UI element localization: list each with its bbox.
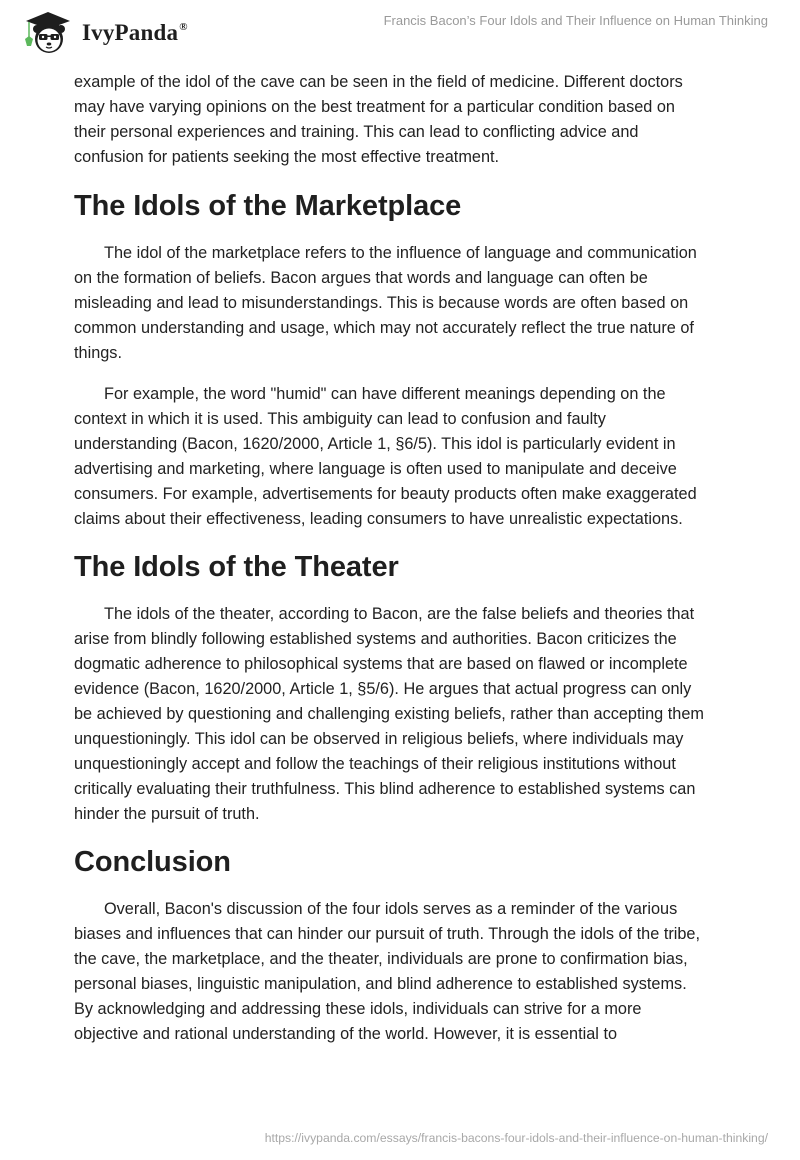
section-heading-conclusion: Conclusion — [74, 846, 231, 878]
essay-content — [74, 70, 734, 1047]
text-line: hinder the pursuit of truth. — [74, 805, 260, 823]
conclusion-paragraph — [74, 897, 734, 1047]
marketplace-paragraph-1 — [74, 241, 734, 366]
text-line: The idols of the theater, according to Bacon, are the false beliefs and theories that — [104, 605, 695, 623]
panda-graduate-icon — [18, 9, 76, 55]
text-line: personal biases, linguistic manipulation, and blind adherence to established systems. — [74, 975, 687, 993]
text-line: understanding (Bacon, 1620/2000, Article 1, §6/5). This idol is particularly evident in — [74, 435, 676, 453]
text-line: things. — [74, 344, 122, 362]
text-line: unquestioningly. This idol can be observed in religious beliefs, where individuals may — [74, 730, 684, 748]
text-line: For example, the word "humid" can have different meanings depending on the — [104, 385, 666, 403]
text-line: common understanding and usage, which may not accurately reflect the true nature of — [74, 319, 694, 337]
text-line: consumers. For example, advertisements for beauty products often make exaggerated — [74, 485, 697, 503]
text-line: unquestioningly accept and follow the teachings of their religious institutions without — [74, 755, 676, 773]
text-line: their personal experiences and training. This can lead to conflicting advice and — [74, 123, 639, 141]
section-heading-theater: The Idols of the Theater — [74, 551, 399, 583]
text-line: critically evaluating their truthfulness. This blind adherence to established systems can — [74, 780, 696, 798]
text-line: on the formation of beliefs. Bacon argues that words and language can often be — [74, 269, 648, 287]
ivypanda-logo[interactable] — [18, 9, 187, 55]
text-line: may have varying opinions on the best treatment for a particular condition based on — [74, 98, 675, 116]
text-line: advertising and marketing, where language is often used to manipulate and deceive — [74, 460, 677, 478]
text-line: The idol of the marketplace refers to the influence of language and communication — [104, 244, 697, 262]
section-heading-marketplace: The Idols of the Marketplace — [74, 190, 462, 222]
page-header — [0, 0, 800, 60]
text-line: example of the idol of the cave can be seen in the field of medicine. Different doctors — [74, 73, 683, 91]
text-line: the cave, the marketplace, and the theater, individuals are prone to confirmation bias, — [74, 950, 688, 968]
text-line: Overall, Bacon's discussion of the four idols serves as a reminder of the various — [104, 900, 678, 918]
text-line: claims about their effectiveness, leading consumers to have unrealistic expectations. — [74, 510, 683, 528]
document-title: Francis Bacon’s Four Idols and Their Influence on Human Thinking — [383, 13, 768, 28]
brand-name: IvyPanda® — [82, 20, 188, 45]
theater-paragraph — [74, 602, 734, 827]
text-line: arise from blindly following established systems and authorities. Bacon criticizes the — [74, 630, 677, 648]
text-line: context in which it is used. This ambiguity can lead to confusion and faulty — [74, 410, 606, 428]
text-line: confusion for patients seeking the most effective treatment. — [74, 148, 500, 166]
text-line: objective and rational understanding of the world. However, it is essential to — [74, 1025, 618, 1043]
text-line: misleading and lead to misunderstandings. This is because words are often based on — [74, 294, 689, 312]
text-line: dogmatic adherence to philosophical systems that are based on flawed or incomplete — [74, 655, 688, 673]
marketplace-paragraph-2 — [74, 382, 734, 532]
text-line: evidence (Bacon, 1620/2000, Article 1, §5/6). He argues that actual progress can only — [74, 680, 692, 698]
intro-paragraph — [74, 70, 734, 170]
source-url[interactable]: https://ivypanda.com/essays/francis-bacons-four-idols-and-their-influence-on-human-thinking/ — [264, 1131, 768, 1145]
text-line: biases and influences that can hinder our pursuit of truth. Through the idols of the tribe, — [74, 925, 701, 943]
registered-mark: ® — [179, 21, 188, 33]
text-line: be achieved by questioning and challenging existing beliefs, rather than accepting them — [74, 705, 704, 723]
text-line: By acknowledging and addressing these idols, individuals can strive for a more — [74, 1000, 642, 1018]
